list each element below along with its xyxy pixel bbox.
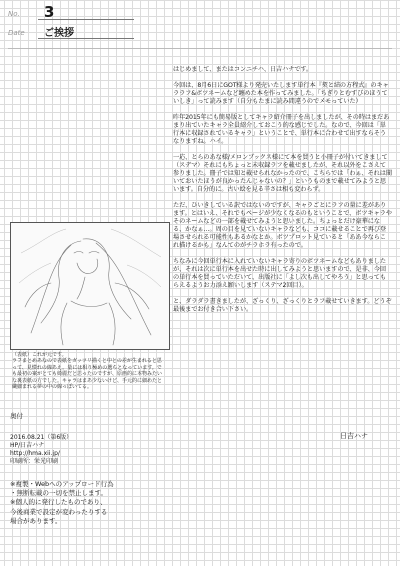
note-line: ※個人的に発行したものであり、	[10, 498, 107, 507]
caption-title: （表紙）これが元です。	[12, 352, 67, 358]
date-row	[8, 23, 132, 39]
paragraph: と、ダラダラ書きましたが、ざっくり、ざっくりとラフ載せていきます。どうぞ最後までお付き合い下さい。	[173, 298, 392, 313]
page-title: ご挨拶	[44, 28, 74, 39]
paragraph: 昨年2015年にも簡易版としてキャラ紹介冊子を出しましたが、その時はまだあまり出ていたキャラ全員紹介しておこう的な感じでした。なので、今回は「単行本に収録されているキャラ」ということで、単行本に合わせて出すならそうなりますね。ハイ。	[173, 114, 390, 145]
colophon-title: 奥付	[10, 412, 23, 420]
no-label: No.	[8, 10, 20, 18]
page-number: 3	[44, 3, 55, 21]
note-line: ※複製・Webへのアップロード行為	[10, 480, 114, 488]
paragraph: 今回は、8月6日にGOT様より発売いたします単行本『契と結の方程式』のキャララフ&ボツネームなど纏めた本を作ってみました。「ちぎりとむすびのほうていしき」って読みます（自分もたまに読み間違うのでメモっていた）	[173, 82, 389, 105]
colophon-line: http://hma.xii.jp/	[10, 450, 60, 457]
number-row	[8, 4, 132, 20]
colophon	[10, 412, 160, 466]
date-underline	[38, 38, 134, 39]
paragraph: 一応、とらのあな様/メロンブックス様にて本を買うと小冊子が付いてきまして（スデマ）それにもちょっと未収録ラフを載せましたが、それ以外をこさえて参りました。冊子では知と載せられなかったので、こちらでは「わぁ、それは聞いておいたほうが良かったんじゃないの？」というものまで載せてみようと思います。自分的に。古い絵を見る辛さは相も変わらず。	[173, 154, 392, 193]
date-label: Date	[8, 29, 25, 37]
sketch-illustration-icon	[11, 223, 169, 349]
header-divider	[8, 48, 392, 49]
paragraph: ただ、ひいきしている訳ではないのですが、キャラごとにラフの量に差があります。とはいえ、それでもページが少なくなるのもということで、ボツキャラやそのネームなどの一部を載せてみようと思いました。ちょっとだけ豪華になる、かなぁ…。周の目を見ていないキャラなども、ココに載せることで再び登場させられる可能性もあるかなとか。ボツプロット見ていると「ああ今ならこれ描けるかも」なんてのがチラホラ有ったので。	[173, 202, 392, 249]
author-signature: 日吉ハナ	[340, 432, 368, 440]
greeting-body	[173, 66, 392, 322]
cover-sketch-image	[10, 222, 170, 350]
caption-text: ラフまとめあなので表紙をガッツリ描くと中との差が生まれると思って、見慣れの線あえ。量には相り極めの選ちとなっています。でも最初の案がとても綺麗だと思ったのですが、原画的に本物みたいな裏表紙の方でした。キャラはまあ少ないけど、手元的に細めたと繊細まれる夢の中の線っぽいてる。	[12, 358, 163, 391]
note-line: 場合があります。	[10, 516, 62, 525]
copyright-notes	[10, 480, 180, 526]
colophon-line: 印刷所：栄光印刷	[10, 458, 59, 465]
number-underline	[38, 19, 134, 20]
paragraph: ちなみに今回単行本に入れていないキャラ寄りのボツネームなどもありましたが、それは次に単行本を出せた時に出してみようと思いますので、是非、今回の単行本を買っていただいて、出版社に「よし次も出してやろう」と思ってもらえるようお力添え願いします（ステマ2回目）。	[173, 258, 386, 289]
paragraph: はじめまして、またはコンニチハ、日吉ハナです。	[173, 66, 313, 73]
note-line: 今後商業で設定が変わったりする	[10, 507, 108, 516]
colophon-line: 2016.08.21（第6版）	[10, 434, 73, 441]
image-caption	[12, 352, 166, 390]
colophon-line: HP/日吉ハナ	[10, 442, 45, 449]
note-line: ・無断転載の一切を禁止します。	[10, 489, 107, 498]
